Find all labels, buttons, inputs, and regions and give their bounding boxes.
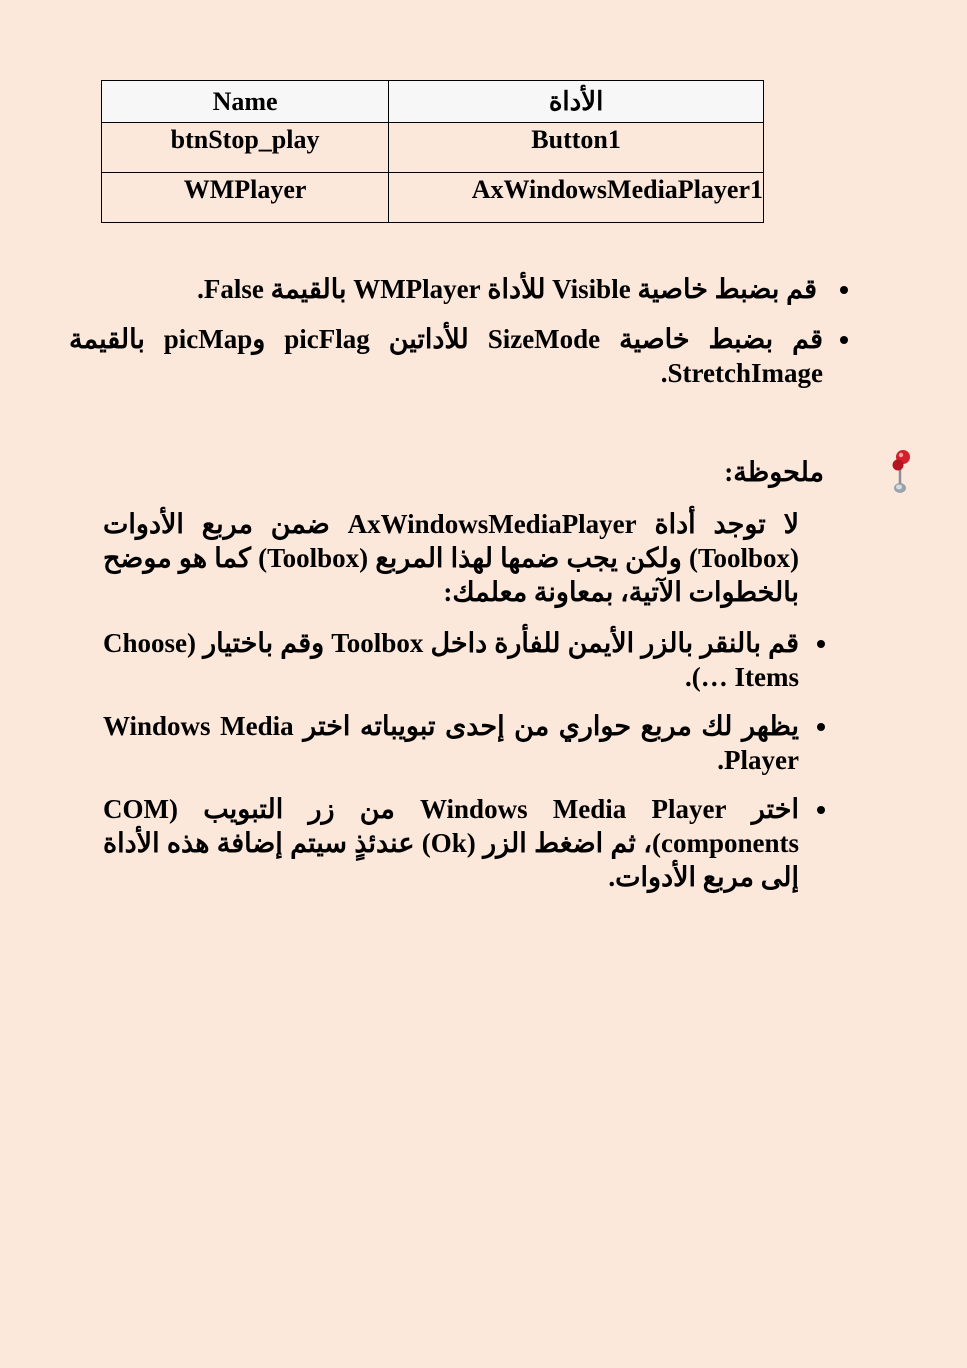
note-paragraph: لا توجد أداة AxWindowsMediaPlayer ضمن مربع الأدوات (Toolbox) ولكن يجب ضمها لهذا المربع (Toolbox) كما هو موضح بالخطوات الآتية، بمعاونة معلمك: xyxy=(103,509,800,607)
cell-name: WMPlayer xyxy=(102,173,389,223)
step-2: يظهر لك مربع حواري من إحدى تبويباته اختر Windows Media Player. xyxy=(103,711,799,775)
properties-table xyxy=(101,80,764,223)
table-header-row xyxy=(102,81,764,123)
bullet-dot xyxy=(840,336,848,344)
header-tool: الأداة xyxy=(389,81,764,123)
table-row xyxy=(102,173,764,223)
bullet-dot xyxy=(840,286,848,294)
cell-tool: Button1 xyxy=(389,123,764,173)
cell-tool: AxWindowsMediaPlayer1 xyxy=(389,173,764,223)
cell-name: btnStop_play xyxy=(102,123,389,173)
bullet-dot xyxy=(817,640,825,648)
note-title: ملحوظة: xyxy=(724,457,824,487)
step-1: قم بالنقر بالزر الأيمن للفأرة داخل Toolbox وقم باختيار (Choose Items …). xyxy=(103,628,799,692)
setting-sizemode: قم بضبط خاصية SizeMode للأداتين picFlag وpicMap بالقيمة StretchImage. xyxy=(69,324,823,388)
setting-visible: قم بضبط خاصية Visible للأداة WMPlayer بالقيمة False. xyxy=(197,274,817,304)
pushpin-icon xyxy=(888,448,916,496)
header-name: Name xyxy=(102,81,389,123)
bullet-dot xyxy=(817,806,825,814)
bullet-dot xyxy=(817,723,825,731)
table-row xyxy=(102,123,764,173)
step-3: اختر Windows Media Player من زر التبويب (COM components)، ثم اضغط الزر (Ok) عندئذٍ سيتم إضافة هذه الأداة إلى مربع الأدوات. xyxy=(103,794,799,892)
